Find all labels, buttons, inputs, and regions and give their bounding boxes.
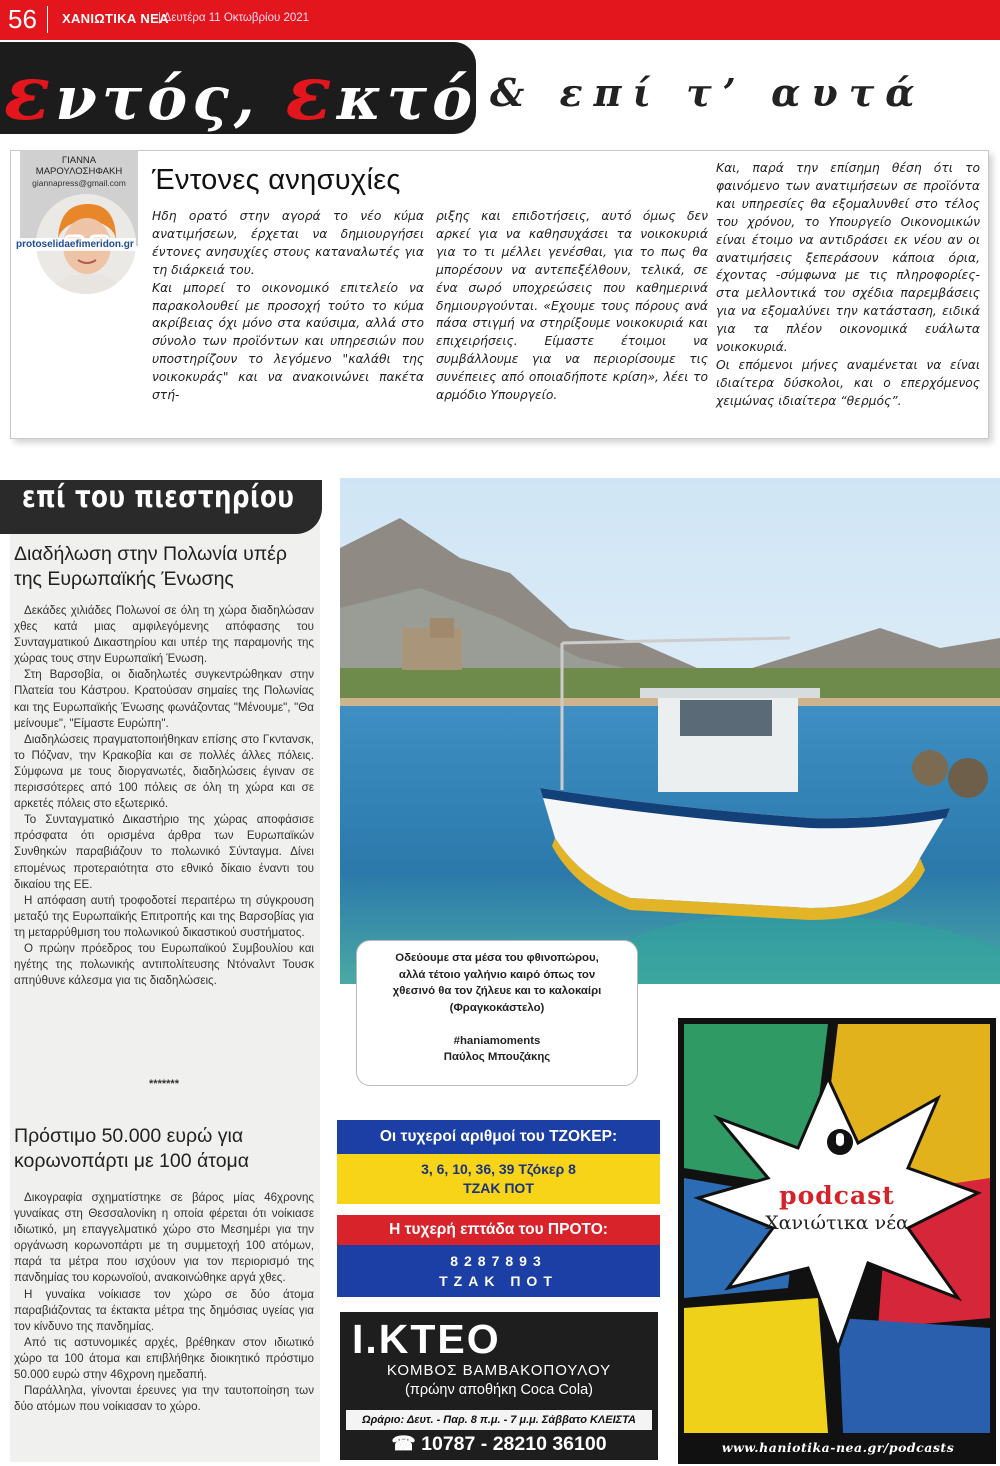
article-headline: Έντονες ανησυχίες	[152, 164, 401, 196]
tzoker-numbers: 3, 6, 10, 36, 39 Τζόκερ 8	[421, 1161, 576, 1177]
kteo-hours: Ωράριο: Δευτ. - Παρ. 8 π.μ. - 7 μ.μ. Σάββατο ΚΛΕΙΣΤΑ	[346, 1410, 652, 1430]
header-divider	[47, 6, 48, 33]
podcast-advert	[678, 1018, 996, 1464]
paragraph: Το Συνταγματικό Δικαστήριο της χώρας αποφάσισε πρόσφατα ότι ορισμένα άρθρα των Ευρωπαϊκών Συνθηκών παραβιάζουν το πολωνικό Σύνταγμα. Δίνει επομένως προτεραιότητα στο εθνικό δίκαιο έναντι του δικαίου της ΕΕ.	[14, 813, 314, 891]
caption-line: αλλά τέτοιο γαλήνιο καιρό όπως τον	[398, 968, 596, 981]
paragraph: Παράλληλα, γίνονται έρευνες για την ταυτοποίηση των δύο ατόμων που νοίκιασαν το χώρο.	[14, 1384, 314, 1414]
kteo-location-note: (πρώην αποθήκη Coca Cola)	[405, 1382, 593, 1398]
proto-results	[337, 1245, 660, 1297]
author-name: ΓΙΑΝΝΑ ΜΑΡΟΥΛΟΣΗΦΑΚΗ	[35, 155, 123, 177]
boat-photo	[340, 478, 1000, 984]
paragraph: Η απόφαση αυτή τροφοδοτεί περαιτέρω τη σύγκρουση μεταξύ της Ευρωπαϊκής Επιτροπής και της Βαρσοβίας για τη μεταρρύθμιση του πολωνικού δικαστικού συστήματος.	[14, 893, 314, 939]
author-email: giannapress@gmail.com	[32, 178, 126, 188]
phone-icon: ☎	[391, 1433, 422, 1455]
caption-line	[358, 1016, 636, 1033]
caption-line: Οδεύουμε στα μέσα του φθινοπώρου,	[395, 952, 599, 964]
caption-hashtag: #haniamoments	[453, 1034, 541, 1047]
article-column-3	[716, 160, 980, 411]
caption-line: (Φραγκοκάστελο)	[449, 1001, 545, 1014]
column-banner-subtitle: & επί τ’ αυτά	[490, 70, 926, 115]
paragraph: Δικογραφία σχηματίστηκε σε βάρος μίας 46χρονης γυναίκας στη Θεσσαλονίκη η οποία φέρεται ότι νοίκιασε ιδιωτικό, μη επαγγελματικό χώρο στο Μεσημέρι για την οργάνωση κορωνοπάρτι με τη συμμετοχή 100 ατόμων, παρά τα μέτρα που ισχύουν για τον περιορισμό της πανδημίας του κορωνοϊού, ανακοινώθηκε αργά χθες.	[14, 1191, 314, 1285]
tzoker-results	[337, 1154, 660, 1204]
kteo-phone: ☎ 10787 - 28210 36100	[391, 1433, 607, 1455]
proto-numbers: 8287893	[450, 1253, 547, 1269]
article-column-1	[152, 208, 424, 405]
paragraph: Ηδη ορατό στην αγορά το νέο κύμα ανατιμήσεων, έρχεται να δημιουργήσει έντονες ανησυχίες στους καταναλωτές για τη διάρκειά του.	[152, 209, 424, 277]
photo-caption	[358, 950, 636, 1066]
caption-photographer: Παύλος Μπουζάκης	[443, 1051, 551, 1063]
section-tab-label: επί του πιεστηρίου	[22, 480, 295, 515]
paragraph: Στη Βαρσοβία, οι διαδηλωτές συγκεντρώθηκαν στην Πλατεία του Κάστρου. Κρατούσαν σημαίες της Πολωνίας και της Ευρωπαϊκής Ένωσης φωνάζοντας "Μένουμε", "Θα μείνουμε", "Είμαστε Ευρώπη".	[14, 668, 314, 730]
podcast-name: Χανιώτικα νέα	[765, 1212, 909, 1234]
watermark: protoselidaefimeridon.gr	[16, 239, 134, 250]
paragraph: ριξης και επιδοτήσεις, αυτό όμως δεν αρκεί για να καθησυχάσει τα νοικοκυριά για το τι μέλλει γενέσθαι, για το πως θα μπορέσουν να αντεπεξέλθουν, τελικά, σε ένα σωρό υποχρεώσεις που καθημερινά δημιουργούνται. «Εχουμε τους πόρους ανά πάσα στιγμή να στηρίξουμε νοικοκυριά και επιχειρήσεις. Είμαστε έτοιμοι να συμβάλλουμε για να περιορίσουμε τις συνέπειες από οποιαδήποτε κρίση», λέει το αρμόδιο Υπουργείο.	[436, 209, 708, 403]
news-body-fine	[14, 1190, 314, 1415]
paragraph: Από τις αστυνομικές αρχές, βρέθηκαν στον ιδιωτικό χώρο τα 100 άτομα και επιβλήθηκε διοικητικό πρόστιμο 50.000 ευρώ στην 46χρονη ημεδαπή.	[14, 1335, 314, 1382]
podcast-url: www.haniotika-nea.gr/podcasts	[721, 1440, 955, 1455]
news-headline-fine: Πρόστιμο 50.000 ευρώ για κορωνοπάρτι με 100 άτομα	[14, 1125, 250, 1172]
paragraph: Η γυναίκα νοίκιασε τον χώρο σε δύο άτομα παραβιάζοντας τα έκτακτα μέτρα της δημόσιας υγείας για τον κίνδυνο της πανδημίας.	[14, 1287, 314, 1333]
column-banner-title: εντός, εκτός...	[4, 48, 597, 137]
paragraph: Διαδηλώσεις πραγματοποιήθηκαν επίσης στο Γκντανσκ, το Πόζναν, την Κρακοβία και σε πολλές άλλες πόλεις. Σύμφωνα με τους διοργανωτές, διαδηλώσεις έγιναν σε περισσότερες από 100 πόλεις σε όλη τη χώρα και σε αρκετές πόλεις στο εξωτερικό.	[14, 732, 314, 811]
issue-date: | Δευτέρα 11 Οκτωβρίου 2021	[158, 12, 310, 24]
tzoker-title: Οι τυχεροί αριθμοί του ΤΖΟΚΕΡ:	[337, 1120, 660, 1154]
paragraph: Και, παρά την επίσημη θέση ότι το φαινόμενο των ανατιμήσεων σε προϊόντα και υπηρεσίες θα εξομαλυνθεί στο τέλος του χρόνου, το Υπουργείο Οικονομικών είναι έτοιμο να αντιδράσει εκ νέου αν οι ανατιμήσεις ξεπεράσουν κάποια όρια, έχοντας -σύμφωνα με τις πληροφορίες- στα μελλοντικά του σχέδια παρεμβάσεις για να εξομαλύνει την κατάσταση, ειδικά για τα πλέον οικονομικά ευάλωτα νοικοκυριά.	[716, 161, 980, 355]
proto-jackpot: ΤΖΑΚ ΠΟΤ	[439, 1273, 558, 1289]
tzoker-jackpot: ΤΖΑΚ ΠΟΤ	[463, 1180, 534, 1196]
podcast-word: podcast	[779, 1181, 895, 1210]
page-number: 56	[8, 4, 37, 34]
caption-line: χθεσινό θα τον ζήλευε και το καλοκαίρι	[392, 985, 602, 997]
proto-title: Η τυχερή επτάδα του ΠΡΟΤΟ:	[337, 1215, 660, 1245]
paragraph: Ο πρώην πρόεδρος του Ευρωπαϊκού Συμβουλίου και ηγέτης της πολωνικής αντιπολίτευσης Ντόναλντ Τουσκ απηύθυνε κάλεσμα για τις διαδηλώσεις.	[14, 941, 314, 988]
news-headline-poland: Διαδήλωση στην Πολωνία υπέρ της Ευρωπαϊκής Ένωσης	[14, 543, 287, 590]
newspaper-name: ΧΑΝΙΩΤΙΚΑ ΝΕΑ	[62, 11, 169, 26]
paragraph: Δεκάδες χιλιάδες Πολωνοί σε όλη τη χώρα διαδηλώσαν χθες κατά μιας αμφιλεγόμενης απόφασης του Συνταγματικού Δικαστηρίου και υπέρ της παραμονής της χώρας τους στην Ευρωπαϊκή Ένωση.	[14, 604, 314, 666]
kteo-logo: Ι.ΚΤΕΟ	[352, 1316, 501, 1362]
article-column-2	[436, 208, 708, 405]
paragraph: Οι επόμενοι μήνες αναμένεται να είναι ιδιαίτερα δύσκολοι, και ο επερχόμενος χειμώνας ιδιαίτερα “θερμός”.	[716, 357, 980, 408]
story-separator: *******	[149, 1078, 179, 1090]
kteo-location: ΚΟΜΒΟΣ ΒΑΜΒΑΚΟΠΟΥΛΟΥ	[386, 1362, 612, 1379]
paragraph: Και μπορεί το οικονομικό επιτελείο να παρακολουθεί με προσοχή τούτο το κύμα ακρίβειας όχι μόνο στα καύσιμα, αλλά στο σύνολο των προϊόντων και υπηρεσιών που υποστηρίζουν το λεγόμενο "καλάθι της νοικοκυράς" και να ανακοινώνει πακέτα στή-	[152, 280, 424, 403]
news-body-poland	[14, 603, 314, 989]
